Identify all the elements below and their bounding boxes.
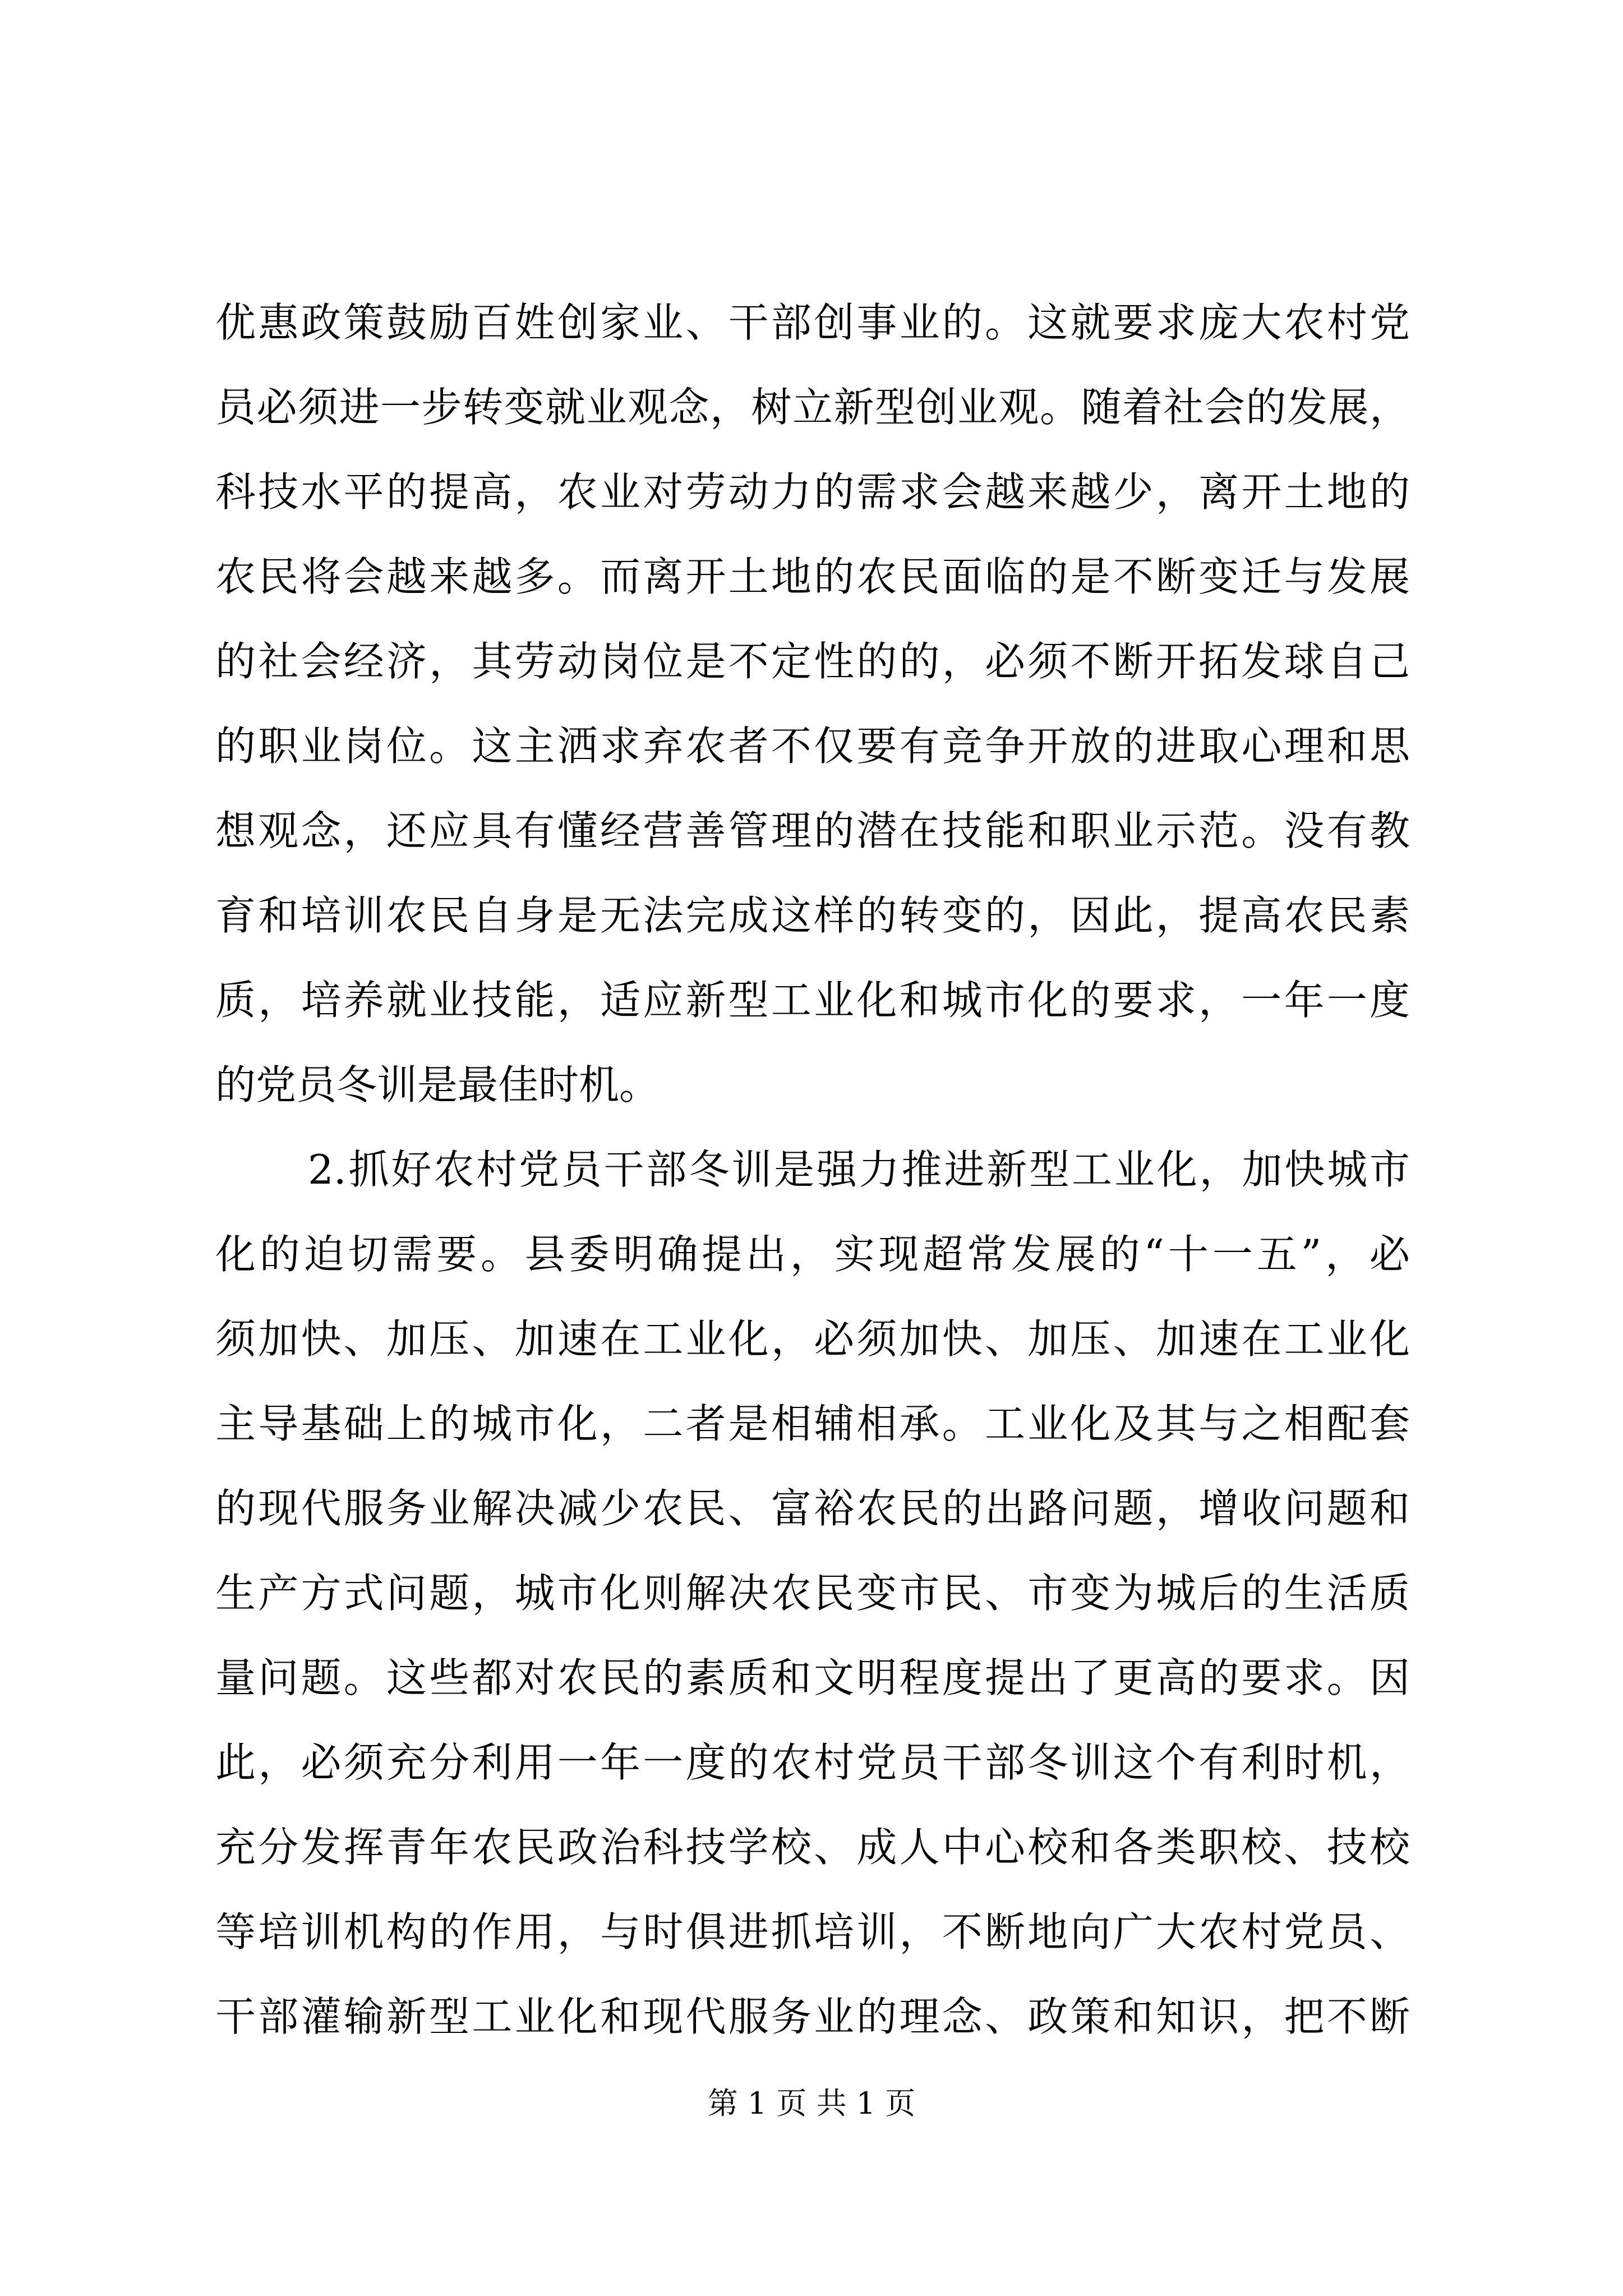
text-line: 的党员冬训是最佳时机。 [215,1061,660,1108]
text-line: 想观念，还应具有懂经营善管理的潜在技能和职业示范。没有教 [215,807,1410,854]
text-line: 2.抓好农村党员干部冬训是强力推进新型工业化，加快城市 [308,1146,1410,1193]
text-line: 的现代服务业解决减少农民、富裕农民的出路问题，增收问题和 [215,1485,1410,1532]
text-line: 员必须进一步转变就业观念，树立新型创业观。随着社会的发展， [215,384,1410,431]
text-line: 育和培训农民自身是无法完成这样的转变的，因此，提高农民素 [215,892,1410,939]
page-footer: 第 1 页 共 1 页 [707,2086,916,2121]
body-text [215,280,1410,2059]
text-line: 优惠政策鼓励百姓创家业、干部创事业的。这就要求庞大农村党 [215,299,1410,346]
text-line: 的社会经济，其劳动岗位是不定性的的，必须不断开拓发球自己 [215,638,1410,685]
text-line: 化的迫切需要。县委明确提出，实现超常发展的“十一五”，必 [215,1231,1410,1278]
text-line: 质，培养就业技能，适应新型工业化和城市化的要求，一年一度 [215,977,1410,1024]
text-line: 农民将会越来越多。而离开土地的农民面临的是不断变迁与发展 [215,553,1410,600]
text-line: 充分发挥青年农民政治科技学校、成人中心校和各类职校、技校 [215,1824,1410,1871]
text-line: 等培训机构的作用，与时俱进抓培训，不断地向广大农村党员、 [215,1908,1410,1955]
text-line: 须加快、加压、加速在工业化，必须加快、加压、加速在工业化 [215,1315,1410,1363]
text-line: 的职业岗位。这主洒求弃农者不仅要有竞争开放的进取心理和思 [215,723,1410,770]
text-line: 科技水平的提高，农业对劳动力的需求会越来越少，离开土地的 [215,468,1410,516]
text-line: 主导基础上的城市化，二者是相辅相承。工业化及其与之相配套 [215,1400,1410,1447]
text-line: 此，必须充分利用一年一度的农村党员干部冬训这个有利时机， [215,1739,1410,1786]
text-line: 量问题。这些都对农民的素质和文明程度提出了更高的要求。因 [215,1654,1410,1701]
text-line: 生产方式问题，城市化则解决农民变市民、市变为城后的生活质 [215,1570,1410,1617]
text-line: 干部灌输新型工业化和现代服务业的理念、政策和知识，把不断 [215,1993,1410,2040]
